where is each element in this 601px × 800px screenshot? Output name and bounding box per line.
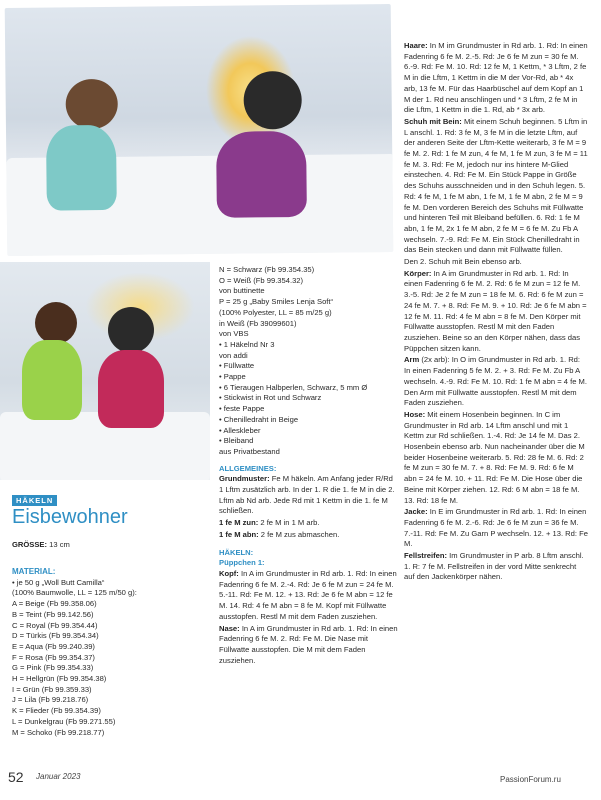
size-value: 13 cm	[49, 540, 70, 549]
paragraph-text: In A im Grundmuster in Rd arb. 1. Rd: In einen Fadenring 6 fe M. 2. Rd: 6 fe M zun = 12 fe M. 3.-5. Rd: Je 2 fe M zun = 18 fe M. 6. Rd: 6 fe M zun = 24 fe M. 7. + 8. Rd: Fe M. 9. + 10. Rd: Je 6 fe M abn = 12 fe M. 11. Rd: 4 fe M abn = 8 fe M. Den Körper mit Füllwatte ausstopfen. Restl M mit den Faden zusziehen. Beine so an den Körper nähen, dass das Püppchen sitzen kann.	[404, 268, 587, 353]
material-line: F = Rosa (Fb 99.354.37)	[12, 652, 95, 662]
paragraph-lead: Jacke:	[404, 507, 428, 517]
body-paragraph	[404, 269, 588, 355]
material-line: N = Schwarz (Fb 99.354.35)	[219, 265, 315, 274]
paragraph-lead: Haare:	[404, 41, 428, 50]
material-heading: MATERIAL:	[12, 567, 56, 576]
general-paragraph	[219, 474, 399, 517]
instructions-right	[404, 41, 588, 584]
material-line: von VBS	[219, 329, 249, 339]
material-line: P = 25 g „Baby Smiles Lenja Soft“	[219, 297, 334, 307]
paragraph-lead: Arm	[404, 355, 420, 365]
crochet-heading: HÄKELN:	[219, 547, 254, 557]
arm-paragraph	[404, 355, 588, 409]
paragraph-lead: Fellstreifen:	[404, 551, 448, 561]
pants-paragraph	[404, 410, 588, 506]
second-shoe-paragraph	[404, 257, 588, 268]
material-line: O = Weiß (Fb 99.354.32)	[219, 275, 304, 285]
material-line: • feste Pappe	[219, 404, 265, 414]
paragraph-lead: Schuh mit Bein:	[404, 116, 462, 126]
material-line: • Füllwatte	[219, 361, 255, 371]
crochet-subheading: Püppchen 1:	[219, 558, 265, 568]
section-badge: HÄKELN	[12, 495, 57, 506]
paragraph-text: Mit einem Schuh beginnen. 5 Lftm in L anschl. 1. Rd: 3 fe M, 3 fe M in die letzte Lftm, auf der anderen Seite der Lftm-Kette weiterarb, 3 fe M = 9 fe M. 2. Rd: 1 fe M zun, 4 fe M, 1 fe M zun, 3 fe M = 11 fe M. 3. Rd: Fe M, jedoch nur ins hintere M-Glied einstechen. 4. Rd: Fe M. Ein Stück Pappe in Größe des Schuhs ausschneiden und in den Schuh legen. 5. Rd: 4 fe M, 1 fe M abn, 1 fe M, 1 fe M abn, 2 fe M = 9 fe M. Den vorderen Bereich des Schuhs mit Füllwatte und hinteren Teil mit Bleiband befüllen. 6. Rd: 1 fe M abn, 1 fe M, 2x 1 fe M abn, 2 fe M = 6 fe M. Zu Fb A wechseln. 7.-9. Rd: Fe M. Ein Stück Chenilledraht in das Bein stecken und dann mit Füllwatte füllen.	[404, 116, 588, 255]
paragraph-text: In E im Grundmuster in Rd arb. 1. Rd: In einen Fadenring 6 fe M. 2.-6. Rd: Je 6 fe M zun = 36 fe M. 7.-11. Rd: Fe M. Zu Garn P wechseln. 12. + 13. Rd: Fe M.	[404, 507, 588, 549]
material-line: H = Hellgrün (Fb 99.354.38)	[12, 674, 107, 684]
general-lead: Grundmuster:	[219, 474, 270, 484]
decrease-lead: 1 fe M abn:	[219, 529, 259, 539]
head-lead: Kopf:	[219, 568, 239, 578]
paragraph-text: In M im Grundmuster in Rd arb. 1. Rd: In einen Fadenring 6 fe M. 2.-5. Rd: Je 6 fe M zun = 30 fe M. 6.-9. Rd: Fe M. 10. Rd: 12 fe M, 1 Kettm, * 3 Lftm, 2 fe M in die Lftm, 1 Kettm in die M der Vor-Rd, ab * 4x arb, 13 fe M. Für das Haarbüschel auf dem Kopf an 1 M der 1. Rd neu anschlingen und * 3 Lftm, 2 fe M in die Lftm, 1 Kettm in die 1. Rd, ab * 3x arb.	[404, 41, 588, 115]
material-line: K = Flieder (Fb 99.354.39)	[12, 706, 101, 716]
material-line: • Pappe	[219, 372, 246, 382]
material-line: C = Royal (Fb 99.354.44)	[12, 620, 98, 630]
page-title: Eisbewohner	[12, 506, 128, 528]
material-line: A = Beige (Fb 99.358.06)	[12, 599, 97, 609]
paragraph-lead: Körper:	[404, 268, 432, 278]
material-line: E = Aqua (Fb 99.240.39)	[12, 641, 95, 651]
watermark: PassionForum.ru	[500, 775, 561, 784]
size-line	[12, 540, 70, 549]
hair-paragraph	[404, 41, 588, 116]
issue-date: Januar 2023	[36, 772, 81, 781]
material-line: (100% Polyester, LL = 85 m/25 g)	[219, 307, 332, 317]
shoe-paragraph	[404, 117, 588, 256]
general-heading: ALLGEMEINES:	[219, 463, 277, 473]
hero-photo	[5, 4, 394, 256]
material-line: I = Grün (Fb 99.359.33)	[12, 684, 92, 694]
decrease-note	[219, 530, 399, 541]
material-line: L = Dunkelgrau (Fb 99.271.55)	[12, 716, 116, 726]
material-line: von buttinette	[219, 286, 265, 296]
material-line: M = Schoko (Fb 99.218.77)	[12, 727, 105, 737]
nose-lead: Nase:	[219, 623, 240, 633]
general-text: Fe M häkeln. Am Anfang jeder R/Rd 1 Lftm zusätzlich arb. In der 1. R die 1. fe M in die 2. Lftm ab Nd arb. Jede Rd mit 1 Kettm in die 1. fe M schließen.	[219, 474, 395, 516]
material-line: • 1 Häkelnd Nr 3	[219, 339, 275, 349]
head-text: In A im Grundmuster in Rd arb. 1. Rd: In einen Fadenring 6 fe M. 2.-4. Rd: Je 6 fe M zun = 24 fe M. 5.-11. Rd: Fe M. 12. + 13. Rd: Je 6 fe M abn = 12 fe M. 14. Rd: 4 fe M abn = 8 fe M. Kopf mit Füllwatte ausstopfen. Restl M mit dem Faden zusziehen.	[219, 568, 397, 621]
material-line: (100% Baumwolle, LL = 125 m/50 g):	[12, 588, 137, 598]
head-instructions	[219, 569, 399, 623]
material-line: • Chenilledraht in Beige	[219, 414, 299, 424]
page-number: 52	[8, 769, 24, 785]
material-line: J = Lila (Fb 99.218.76)	[12, 695, 89, 705]
material-line: D = Türkis (Fb 99.354.34)	[12, 631, 99, 641]
jacket-paragraph	[404, 507, 588, 550]
material-line: in Weiß (Fb 39099601)	[219, 318, 297, 328]
material-line: • Alleskleber	[219, 425, 261, 435]
paragraph-text: (2x arb): In O im Grundmuster in Rd arb. 1. Rd: In einen Fadenring 5 fe M. 2. + 3. Rd: Fe M. Zu Fb A wechseln. 4.-9. Rd: Fe M. 10. Rd: 1 fe M abn = 4 fe M. Den Arm mit Füllwatte ausstopfen. Restl M mit dem Faden zusziehen.	[404, 355, 587, 408]
material-line: B = Teint (Fb 99.142.56)	[12, 609, 94, 619]
increase-note	[219, 518, 399, 529]
paragraph-lead: Hose:	[404, 409, 426, 419]
nose-instructions	[219, 624, 399, 667]
nose-text: In A im Grundmuster in Rd arb. 1. Rd: In einen Fadenring 6 fe M. 2. Rd: Fe M. Die Nase mit Füllwatte ausstopfen. Die M mit dem Faden zusziehen.	[219, 623, 398, 665]
increase-lead: 1 fe M zun:	[219, 518, 259, 528]
size-label: GRÖSSE:	[12, 540, 48, 549]
material-line: • Stickwist in Rot und Schwarz	[219, 393, 322, 403]
materials-left	[12, 567, 202, 738]
decrease-text: 2 fe M zus abmaschen.	[260, 529, 340, 539]
material-line: • 6 Tieraugen Halbperlen, Schwarz, 5 mm Ø	[219, 382, 368, 392]
material-line: aus Privatbestand	[219, 446, 280, 456]
paragraph-text: Im Grundmuster in P arb. 8 Lftm anschl. 1. R: 7 fe M. Fellstreifen in der vord Mitte senkrecht auf den Jackenkörper nähen.	[404, 551, 584, 582]
material-line: • Bleiband	[219, 436, 254, 446]
second-photo	[0, 262, 210, 480]
paragraph-text: Den 2. Schuh mit Bein ebenso arb.	[404, 257, 522, 267]
material-line: • je 50 g „Woll Butt Camilla“	[12, 577, 105, 587]
materials-mid	[219, 265, 399, 667]
paragraph-text: Mit einem Hosenbein beginnen. In C im Grundmuster in Rd arb. 14 Lftm anschl und mit 1 Kettm zur Rd schließen. 1.-4. Rd: Je 14 fe M. Das 2. Hosenbein ebenso arb. Nun nacheinander über die M beider Hosenbeine weiterarb. 5. Rd: 28 fe M. 6. Rd: 2 fe M zun = 30 fe M. 7. + 8. Rd: Fe M. 9. Rd: 6 fe M abn = 24 fe M. 10. + 11. Rd: Fe M. Die Hose über die Beine mit Körper ziehen. 12. Rd: 6 M abn = 18 fe M. 13. Rd: 18 fe M.	[404, 409, 585, 505]
fur-paragraph	[404, 551, 588, 583]
material-line: G = Pink (Fb 99.354.33)	[12, 663, 94, 673]
increase-text: 2 fe M in 1 M arb.	[260, 518, 320, 528]
material-line: von addi	[219, 350, 248, 360]
